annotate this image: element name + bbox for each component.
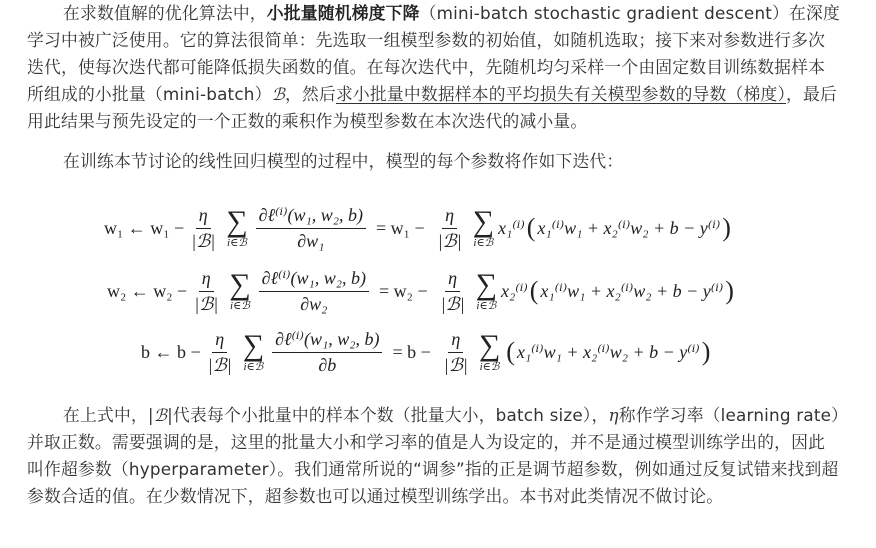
residual-expression: x₁⁽ⁱ⁾w₁ + x₂⁽ⁱ⁾w₂ + b − y⁽ⁱ⁾ xyxy=(537,217,721,238)
intro-text-3: ，然后 xyxy=(284,84,336,104)
lr-fraction xyxy=(435,205,465,252)
eta: η xyxy=(448,329,463,353)
sum-sign: ∑ xyxy=(226,205,248,238)
residual-expression: x₁⁽ⁱ⁾w₁ + x₂⁽ⁱ⁾w₂ + b − y⁽ⁱ⁾ xyxy=(540,280,724,301)
hyperparameter-paragraph xyxy=(27,402,842,510)
equation-mid: = b − xyxy=(392,341,431,362)
gradient-numerator: ∂ℓ⁽ⁱ⁾(w₁, w₂, b) xyxy=(259,268,369,292)
sgd-term: 小批量随机梯度下降 xyxy=(266,3,420,23)
equation-lhs: w₁ ← w₁ − xyxy=(104,217,185,238)
left-paren: ( xyxy=(506,337,515,366)
intro-text-2: （mini-batch stochastic gradient descent）在深度学习中被广泛使用。它的算法很简单：先选取一组模型参数的初始值，如随机选取；接下来对参数进行多次迭代，使每次迭代都可能降低损失函数的值。在每次迭代中，先随机均匀采样一个由固定数目训练数据样本所组成的小批量（mini-batch） xyxy=(27,3,840,104)
left-paren: ( xyxy=(529,276,539,305)
batch-size-symbol: |ℬ| xyxy=(147,405,174,425)
eta: η xyxy=(442,205,457,229)
equation-lhs: b ← b − xyxy=(141,341,201,362)
batch-size: |ℬ| xyxy=(437,230,462,251)
eta: η xyxy=(196,205,211,229)
equation-mid: = w₂ − xyxy=(379,280,428,301)
sum-index: i∈ℬ xyxy=(479,361,500,373)
gradient-denominator: ∂b xyxy=(318,354,337,375)
batch-size: |ℬ| xyxy=(194,293,219,314)
learning-rate-symbol: η xyxy=(608,405,619,425)
left-paren: ( xyxy=(526,213,536,242)
eta: η xyxy=(445,268,460,292)
equation-b xyxy=(0,320,876,384)
gradient-fraction xyxy=(259,268,369,315)
lr-fraction xyxy=(191,268,221,315)
intro-paragraph xyxy=(27,0,842,135)
sum-index: i∈ℬ xyxy=(243,361,264,373)
sum-operator xyxy=(479,331,500,373)
right-paren: ) xyxy=(701,337,711,366)
sum-operator xyxy=(476,270,497,312)
batch-size: |ℬ| xyxy=(443,354,468,375)
sum-index: i∈ℬ xyxy=(476,300,497,312)
gradient-fraction xyxy=(272,329,382,376)
batch-symbol: ℬ xyxy=(271,84,285,104)
hyper-text-2: 代表每个小批量中的样本个数（批量大小，batch size）， xyxy=(173,405,609,425)
residual-expression: x₁⁽ⁱ⁾w₁ + x₂⁽ⁱ⁾w₂ + b − y⁽ⁱ⁾ xyxy=(516,341,700,362)
batch-size: |ℬ| xyxy=(191,230,216,251)
equation-w1 xyxy=(0,196,876,260)
iteration-intro-paragraph xyxy=(27,148,842,175)
lr-fraction xyxy=(438,268,468,315)
sum-operator xyxy=(473,207,494,249)
sum-operator xyxy=(243,331,264,373)
eta: η xyxy=(212,329,227,353)
sum-sign: ∑ xyxy=(229,268,251,301)
sum-index: i∈ℬ xyxy=(230,300,250,312)
sum-sign: ∑ xyxy=(478,329,501,362)
sum-operator xyxy=(226,207,247,249)
equation-lhs: w₂ ← w₂ − xyxy=(107,280,188,301)
gradient-underlined-text: 求小批量中数据样本的平均损失有关模型参数的导数（梯度） xyxy=(335,84,787,104)
batch-size: |ℬ| xyxy=(207,354,232,375)
intro-text-4: ，最后用此结果与预先设定的一个正数的乘积作为模型参数在本次迭代的减小量。 xyxy=(27,84,837,131)
gradient-denominator: ∂w₁ xyxy=(297,230,325,251)
gradient-numerator: ∂ℓ⁽ⁱ⁾(w₁, w₂, b) xyxy=(272,329,382,353)
iteration-intro-text: 在训练本节讨论的线性回归模型的过程中，模型的每个参数将作如下迭代： xyxy=(63,151,624,171)
batch-size: |ℬ| xyxy=(440,293,465,314)
sum-sign: ∑ xyxy=(242,329,265,362)
gradient-numerator: ∂ℓ⁽ⁱ⁾(w₁, w₂, b) xyxy=(256,205,366,229)
right-paren: ) xyxy=(725,276,734,305)
feature-factor: x₂⁽ⁱ⁾ xyxy=(501,280,528,301)
equation-mid: = w₁ − xyxy=(376,217,425,238)
sum-index: i∈ℬ xyxy=(227,237,247,249)
gradient-denominator: ∂w₂ xyxy=(300,293,328,314)
gradient-fraction xyxy=(256,205,366,252)
feature-factor: x₁⁽ⁱ⁾ xyxy=(498,217,525,238)
sum-sign: ∑ xyxy=(475,268,498,301)
sum-index: i∈ℬ xyxy=(473,237,494,249)
hyper-text-3: 称作学习率（learning rate）并取正数。需要强调的是，这里的批量大小和学习率的值是人为设定的，并不是通过模型训练学出的，因此叫作超参数（hyperparameter）。我们通常所说的“调参”指的正是调节超参数，例如通过反复试错来找到超参数合适的值。在少数情况下，超参数也可以通过模型训练学出。本书对此类情况不做讨论。 xyxy=(27,405,840,506)
right-paren: ) xyxy=(722,213,731,242)
equation-w2 xyxy=(0,259,876,323)
lr-fraction xyxy=(188,205,218,252)
lr-fraction xyxy=(441,329,471,376)
lr-fraction xyxy=(205,329,235,376)
sum-operator xyxy=(229,270,250,312)
hyper-text-1: 在上式中， xyxy=(63,405,148,425)
eta: η xyxy=(199,268,214,292)
intro-text-1: 在求数值解的优化算法中， xyxy=(63,3,267,23)
sum-sign: ∑ xyxy=(472,205,495,238)
